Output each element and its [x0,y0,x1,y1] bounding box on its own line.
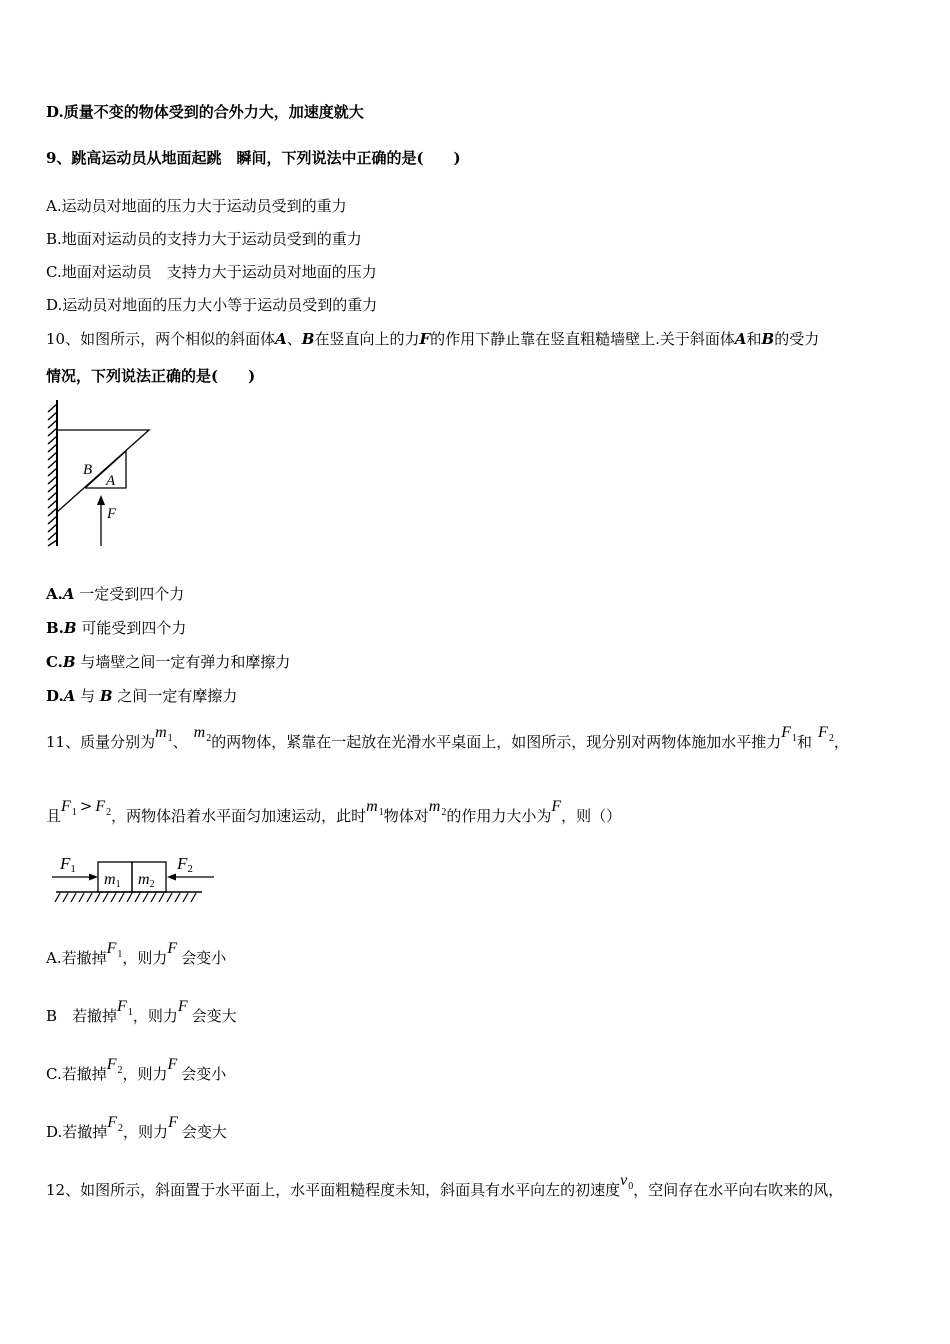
q11-option-a: A.若撤掉$F_1$，则力F会变小 [46,940,227,967]
var-m1: $m_1$ [366,798,384,818]
force-f2-arrowhead [167,874,176,881]
var-f: F [177,998,188,1015]
var-f: F [167,940,178,957]
q10-stem-line2: 情况，下列说法正确的是( ) [46,367,256,385]
wall-hatching [48,404,57,546]
q11-stem-line1: 11、质量分别为$m_1$、$m_2$的两物体，紧靠在一起放在光滑水平桌面上，如图所示，现分别对两物体施加水平推力$F_1$和$F_2$， [46,724,849,751]
label-f2: F2 [177,854,193,875]
q10-figure [40,396,160,552]
q11-stem-line2: 且$F_1 > F_2$，两物体沿着水平面匀加速运动，此时$m_1$物体对$m_2$的作用力大小为F，则（） [46,797,622,825]
var-m2: $m_2$ [428,798,447,818]
q9-option-d: D.运动员对地面的压力大小等于运动员受到的重力 [46,296,378,314]
var-m2: $m_2$ [193,724,212,744]
var-f1: $F_1$ [61,798,77,818]
var-f1: $F_1$ [106,940,123,960]
q10-option-a: A.A 一定受到四个力 [46,585,185,603]
var-f2: $F_2$ [95,798,112,818]
label-f1: F1 [60,854,76,875]
label-b: B [83,462,93,478]
var-f: F [168,1114,178,1131]
var-f1: $F_1$ [781,724,798,744]
force-arrowhead [97,495,105,505]
q11-option-b: B 若撤掉$F_1$，则力F会变大 [46,998,237,1025]
label-a: A [106,473,116,489]
q9-option-c: C.地面对运动员 支持力大于运动员对地面的压力 [46,263,377,281]
var-f2: $F_2$ [106,1056,123,1076]
var-f: F [551,798,562,815]
q10-option-b: B.B 可能受到四个力 [46,619,187,637]
var-f: F [167,1056,178,1073]
var-f1: $F_1$ [117,998,133,1018]
q10-option-c: C.B 与墙壁之间一定有弹力和摩擦力 [46,653,291,671]
var-f2: $F_2$ [818,724,834,744]
q9-option-a: A.运动员对地面的压力大于运动员受到的重力 [46,197,347,215]
ground-hatching [55,893,196,902]
q11-figure [46,850,226,910]
q12-stem: 12、如图所示，斜面置于水平面上，水平面粗糙程度未知，斜面具有水平向左的初速度$v_0$，空间存在水平向右吹来的风， [46,1172,844,1199]
q11-option-c: C.若撤掉$F_2$，则力F会变小 [46,1056,227,1083]
q9-stem: 9、跳高运动员从地面起跳 瞬间，下列说法中正确的是( ) [46,149,461,167]
label-m1: m1 [104,871,121,890]
q9-option-b: B.地面对运动员的支持力大于运动员受到的重力 [46,230,362,248]
q10-option-d: D.A 与 B 之间一定有摩擦力 [46,687,238,705]
q8-option-d: D.质量不变的物体受到的合外力大，加速度就大 [46,103,364,121]
var-m1: $m_1$ [155,724,173,744]
label-f: F [107,506,117,522]
var-f2: $F_2$ [107,1114,124,1134]
q11-option-d: D.若撤掉$F_2$，则力F会变大 [46,1114,227,1141]
q10-stem-line1: 10、如图所示，两个相似的斜面体A、B在竖直向上的力F的作用下静止靠在竖直粗糙墙壁上.关于斜面体A和B的受力 [46,330,820,348]
var-v0: $v_0$ [620,1172,634,1192]
label-m2: m2 [138,871,155,890]
force-f1-arrowhead [89,874,98,881]
